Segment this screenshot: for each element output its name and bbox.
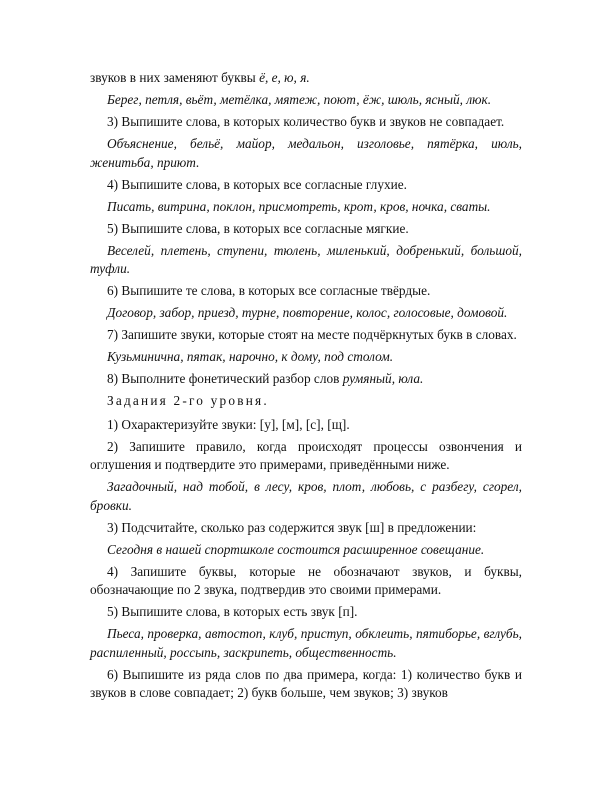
example-words: Кузьминична, пятак, нарочно, к дому, под столом. xyxy=(107,349,394,364)
example-words: Договор, забор, приезд, турне, повторение, колос, голосовые, домовой. xyxy=(107,305,508,320)
paragraph-continued xyxy=(90,69,522,88)
task-5: 5) Выпишите слова, в которых все согласные мягкие. xyxy=(107,220,409,236)
example-sentence: Сегодня в нашей спортшколе состоится расширенное совещание. xyxy=(107,541,485,557)
task-6: 6) Выпишите те слова, в которых все согласные твёрдые. xyxy=(107,283,431,298)
example-words: Писать, витрина, поклон, присмотреть, крот, кров, ночка, сваты. xyxy=(107,198,491,214)
example-words: Берег, петля, вьёт, метёлка, мятеж, поют, ёж, шюль, ясный, люк. xyxy=(107,92,492,107)
l2-task-5: 5) Выпишите слова, в которых есть звук [п]. xyxy=(107,604,358,619)
l2-task-4: 4) Запишите буквы, которые не обозначают звуков, и буквы, обозначающие по 2 звука, подтвердив это своими примерами. xyxy=(90,563,522,597)
l2-task-2: 2) Запишите правило, когда происходят процессы озвончения и оглушения и подтвердите это примерами, приведёнными ниже. xyxy=(90,438,522,472)
example-words: Пьеса, проверка, автостоп, клуб, приступ, обклеить, пятиборье, вглубь, распиленный, россыпь, заскрипеть, общественность. xyxy=(90,626,522,660)
l2-task-1: 1) Охарактеризуйте звуки: [у], [м], [с], [щ]. xyxy=(107,416,350,432)
task-7: 7) Запишите звуки, которые стоят на месте подчёркнутых букв в словах. xyxy=(107,327,517,342)
l2-task-3: 3) Подсчитайте, сколько раз содержится звук [ш] в предложении: xyxy=(107,519,477,535)
example-words: Объяснение, бельё, майор, медальон, изголовье, пятёрка, июль, женитьба, приют. xyxy=(90,136,522,170)
document-page xyxy=(90,69,522,706)
italic-letters: ё, е, ю, я. xyxy=(259,70,310,85)
example-words: Загадочный, над тобой, в лесу, кров, плот, любовь, с разбегу, сгорел, бровки. xyxy=(90,479,522,513)
italic-words: румяный, юла. xyxy=(342,371,424,386)
level2-heading: Задания 2-го уровня. xyxy=(107,393,269,408)
task-3: 3) Выпишите слова, в которых количество букв и звуков не совпадает. xyxy=(107,114,505,129)
text: 8) Выполните фонетический разбор слов xyxy=(107,371,343,386)
l2-task-6: 6) Выпишите из ряда слов по два примера, когда: 1) количество букв и звуков в слове совпадает; 2) букв больше, чем звуков; 3) звуков xyxy=(90,666,522,700)
example-words: Веселей, плетень, ступени, тюлень, миленький, добренький, большой, туфли. xyxy=(90,242,522,276)
text: звуков в них заменяют буквы xyxy=(90,70,260,85)
task-4: 4) Выпишите слова, в которых все согласные глухие. xyxy=(107,176,407,192)
task-8 xyxy=(90,370,522,389)
